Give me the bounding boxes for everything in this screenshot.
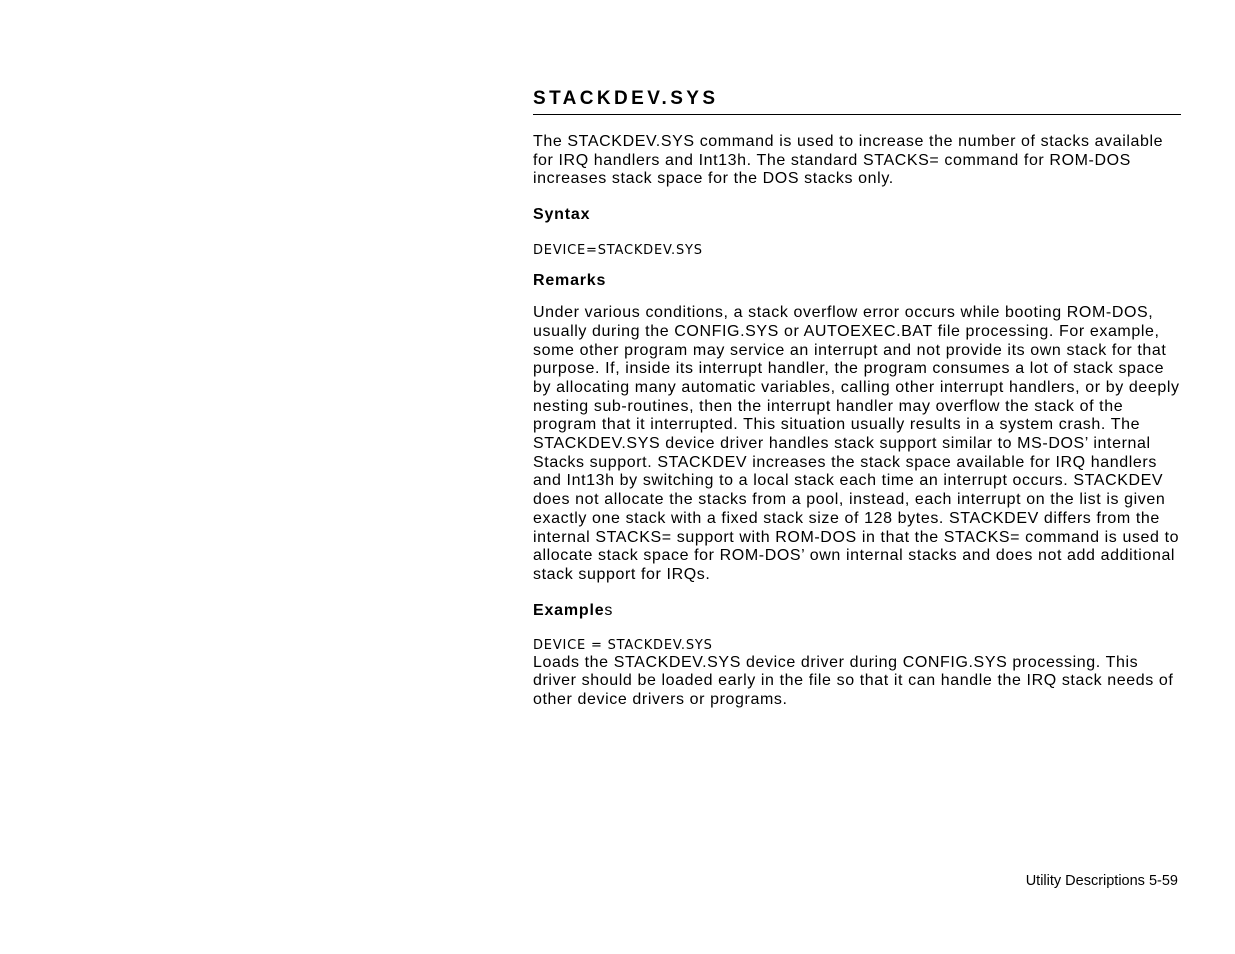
syntax-heading: Syntax — [533, 206, 591, 224]
examples-heading — [533, 601, 1181, 621]
remarks-paragraph: Under various conditions, a stack overflow error occurs while booting ROM-DOS, usually during the CONFIG.SYS or AUTOEXEC.BAT file processing. For example, some other program may service an interrupt and not provide its own stack for that purpose. If, inside its interrupt handler, the program consumes a lot of stack space by allocating many automatic variables, calling other interrupt handlers, or by deeply nesting sub-routines, then the interrupt handler may overflow the stack of the program that it interrupted. This situation usually results in a system crash. The STACKDEV.SYS device driver handles stack support similar to MS-DOS’ internal Stacks support. STACKDEV increases the stack space available for IRQ handlers and Int13h by switching to a local stack each time an interrupt occurs. STACKDEV does not allocate the stacks from a pool, instead, each interrupt on the list is given exactly one stack with a fixed stack size of 128 bytes. STACKDEV differs from the internal STACKS= support with ROM-DOS in that the STACKS= command is used to allocate stack space for ROM-DOS’ own internal stacks and does not add additional stack support for IRQs. — [533, 304, 1180, 583]
syntax-code: DEVICE=STACKDEV.SYS — [533, 243, 703, 259]
page-content — [533, 86, 1181, 710]
examples-heading-tail: s — [604, 601, 614, 619]
intro-paragraph: The STACKDEV.SYS command is used to increase the number of stacks available for IRQ handlers and Int13h. The standard STACKS= command for ROM-DOS increases stack space for the DOS stacks only. — [533, 133, 1164, 188]
examples-heading-bold: Example — [533, 601, 605, 619]
page-footer: Utility Descriptions 5-59 — [1025, 873, 1178, 889]
example-description: Loads the STACKDEV.SYS device driver during CONFIG.SYS processing. This driver should be loaded early in the file so that it can handle the IRQ stack needs of other device drivers or programs. — [533, 653, 1174, 709]
page-title: STACKDEV.SYS — [533, 86, 1181, 115]
remarks-heading: Remarks — [533, 272, 607, 290]
example-code: DEVICE = STACKDEV.SYS — [533, 637, 713, 653]
